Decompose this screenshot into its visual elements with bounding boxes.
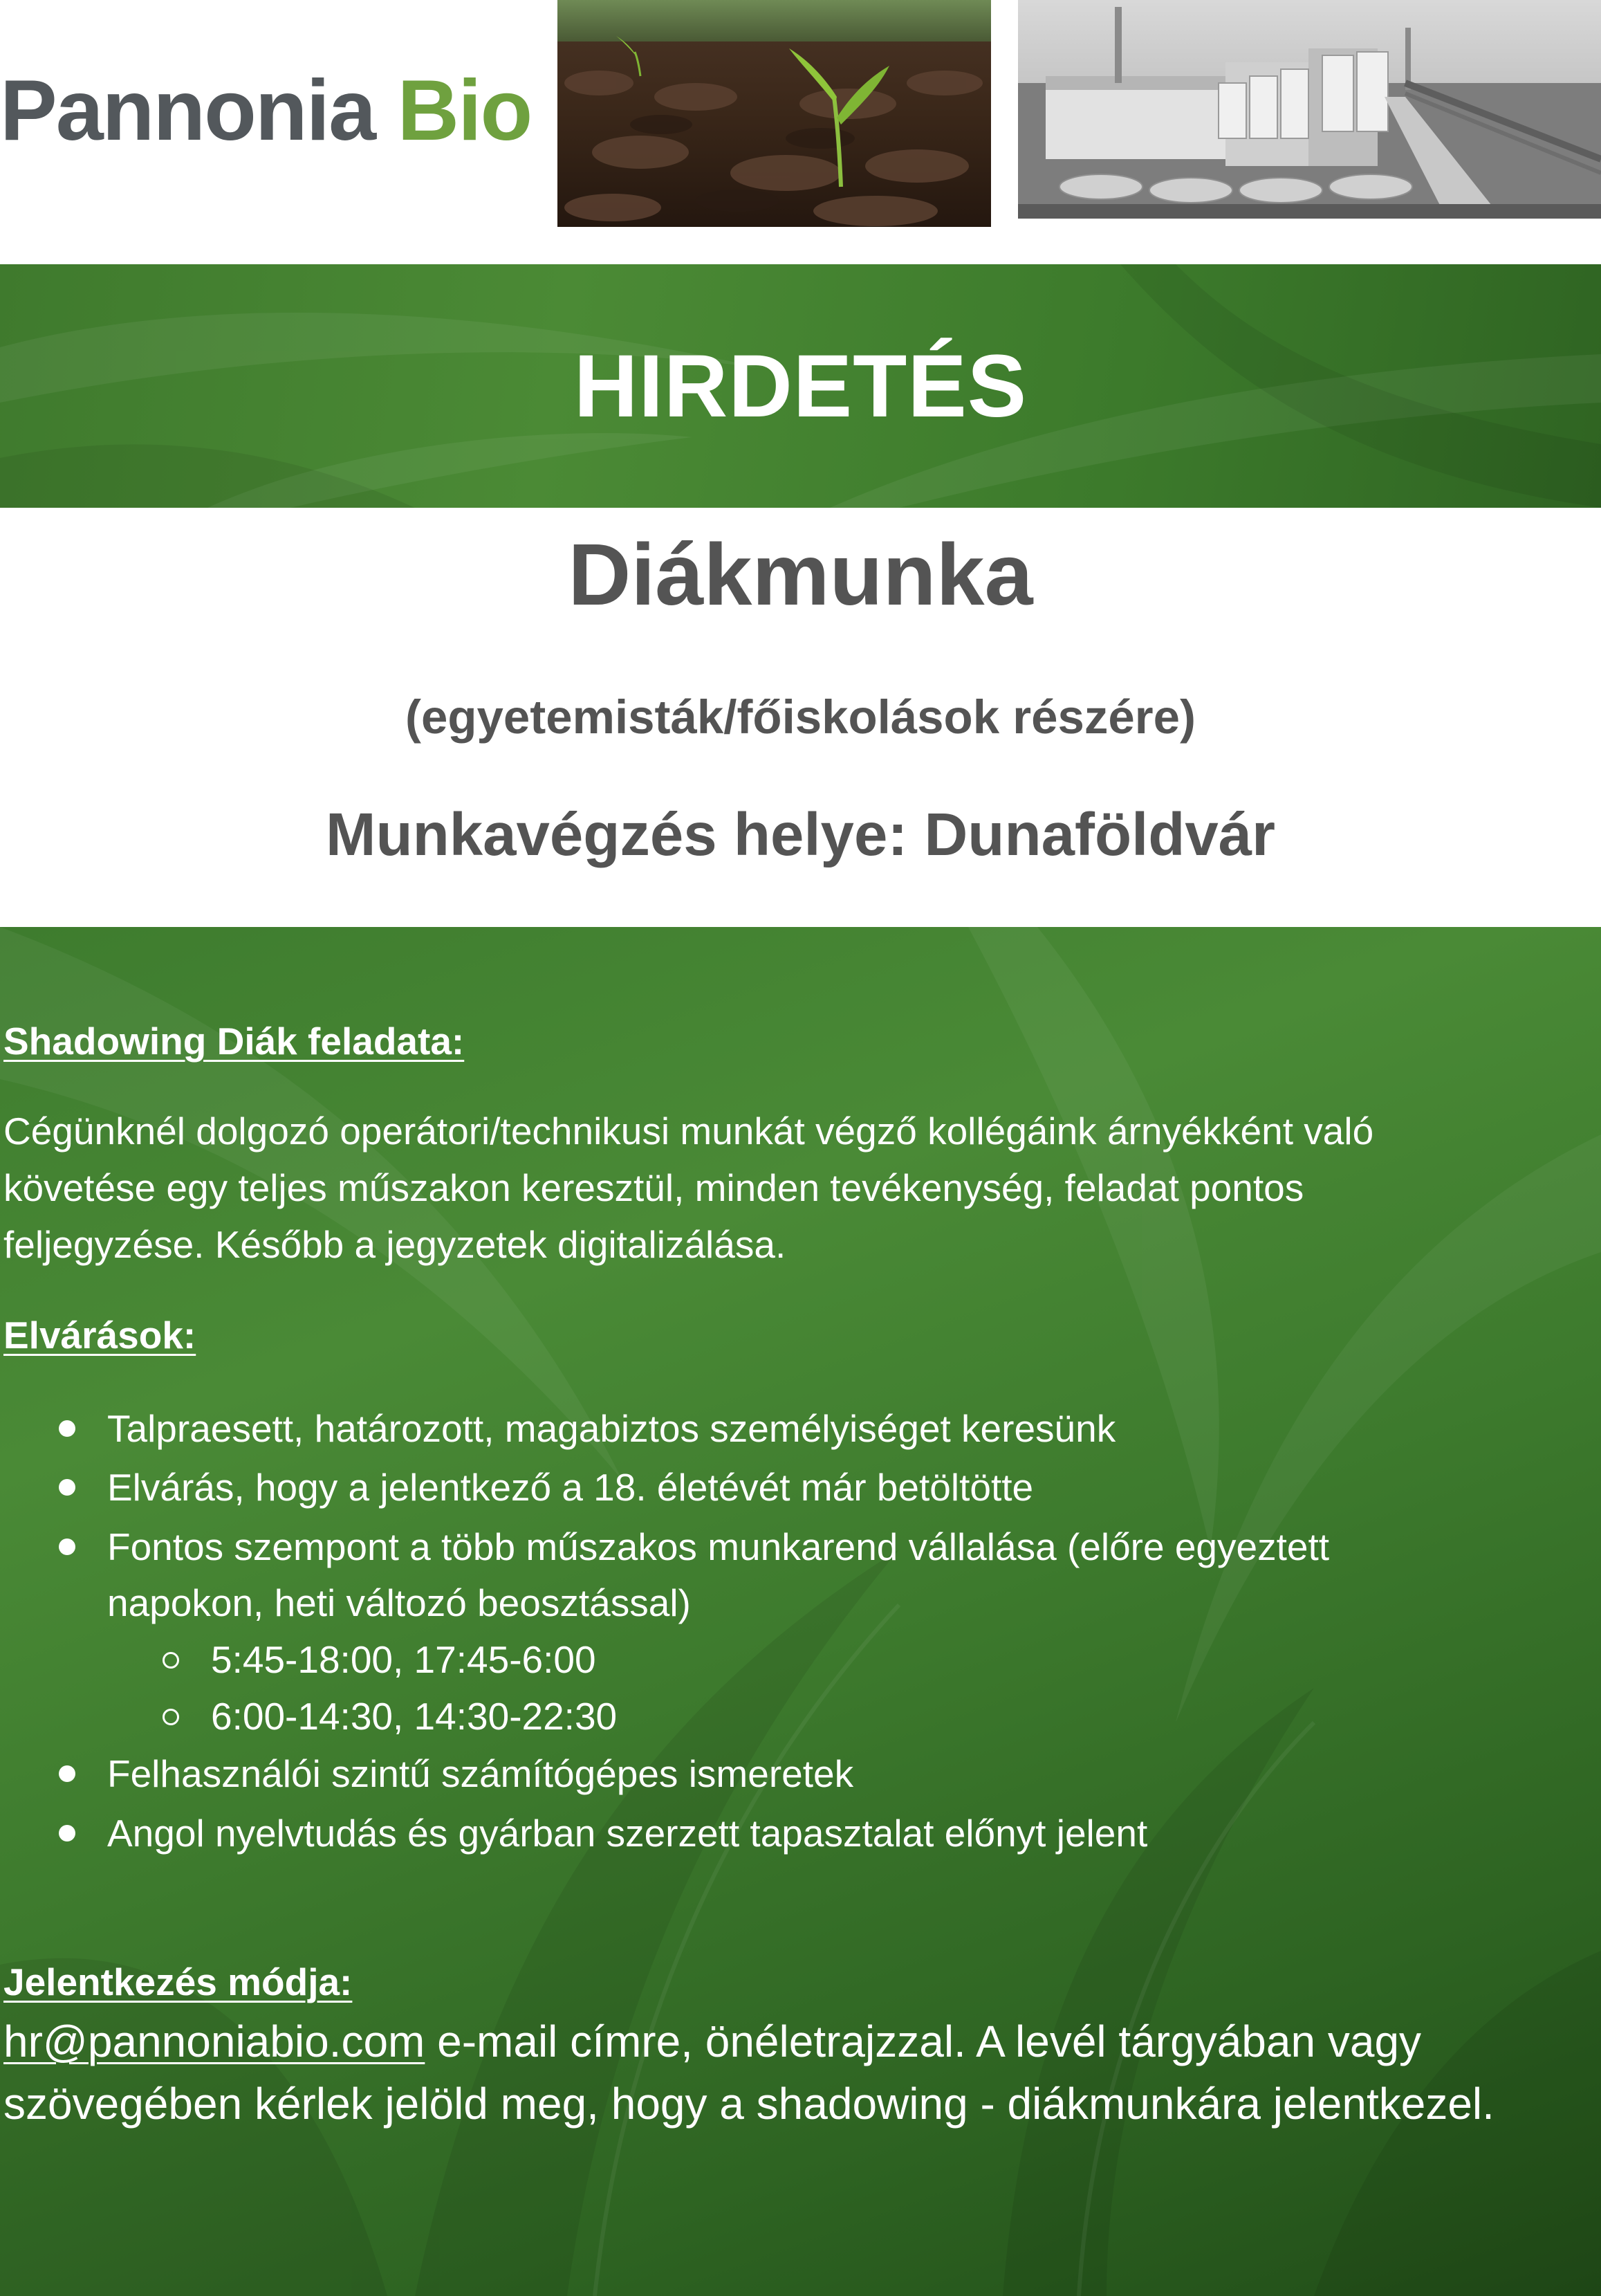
bullet-dot (59, 1420, 75, 1437)
duties-line-3: feljegyzése. Később a jegyzetek digitalizálása. (3, 1223, 786, 1266)
bullet-dot (59, 1539, 75, 1555)
logo-word-pannonia: Pannonia (0, 63, 376, 158)
requirement-item: Talpraesett, határozott, magabiztos személyiséget keresünk (107, 1407, 1116, 1450)
requirement-item-continuation: napokon, heti változó beosztással) (107, 1581, 691, 1624)
duties-line-1: Cégünknél dolgozó operátori/technikusi munkát végző kollégáink árnyékként való (3, 1110, 1374, 1152)
email-link[interactable]: hr@pannoniabio.com (3, 2017, 425, 2066)
intro-section (0, 508, 1601, 927)
bullet-dot (59, 1765, 75, 1782)
logo-word-bio: Bio (397, 63, 532, 158)
sub-bullet-circle (163, 1652, 179, 1669)
duties-line-2: követése egy teljes műszakon keresztül, minden tevékenység, feladat pontos (3, 1166, 1304, 1209)
job-title: Diákmunka (568, 526, 1033, 623)
apply-line-2: szövegében kérlek jelöld meg, hogy a shadowing - diákmunkára jelentkezel. (3, 2079, 1494, 2129)
plant-factory-photo (1018, 0, 1601, 219)
header (0, 0, 1601, 264)
apply-line-1-text: e-mail címre, önéletrajzzal. A levél tárgyában vagy (425, 2017, 1422, 2066)
requirements-heading: Elvárások: (3, 1314, 196, 1357)
requirement-item: Fontos szempont a több műszakos munkarend vállalása (előre egyeztett (107, 1525, 1330, 1568)
shift-option: 6:00-14:30, 14:30-22:30 (211, 1695, 618, 1738)
banner-title: HIRDETÉS (573, 336, 1028, 436)
pannonia-bio-logo (0, 63, 533, 158)
job-location: Munkavégzés helye: Dunaföldvár (325, 801, 1276, 868)
job-audience: (egyetemisták/főiskolások részére) (405, 690, 1196, 744)
bullet-dot (59, 1825, 75, 1842)
requirement-item: Elvárás, hogy a jelentkező a 18. életévét már betöltötte (107, 1466, 1034, 1509)
details-section (0, 927, 1601, 2296)
requirement-item: Angol nyelvtudás és gyárban szerzett tapasztalat előnyt jelent (107, 1812, 1148, 1855)
apply-line-1 (3, 2012, 1421, 2071)
bullet-dot (59, 1479, 75, 1496)
shift-option: 5:45-18:00, 17:45-6:00 (211, 1638, 596, 1681)
title-banner (0, 264, 1601, 508)
soil-seedling-photo (557, 0, 991, 227)
duties-heading: Shadowing Diák feladata: (3, 1020, 465, 1063)
requirement-item: Felhasználói szintű számítógépes ismeretek (107, 1752, 854, 1795)
apply-heading: Jelentkezés módja: (3, 1960, 353, 2003)
sub-bullet-circle (163, 1709, 179, 1725)
